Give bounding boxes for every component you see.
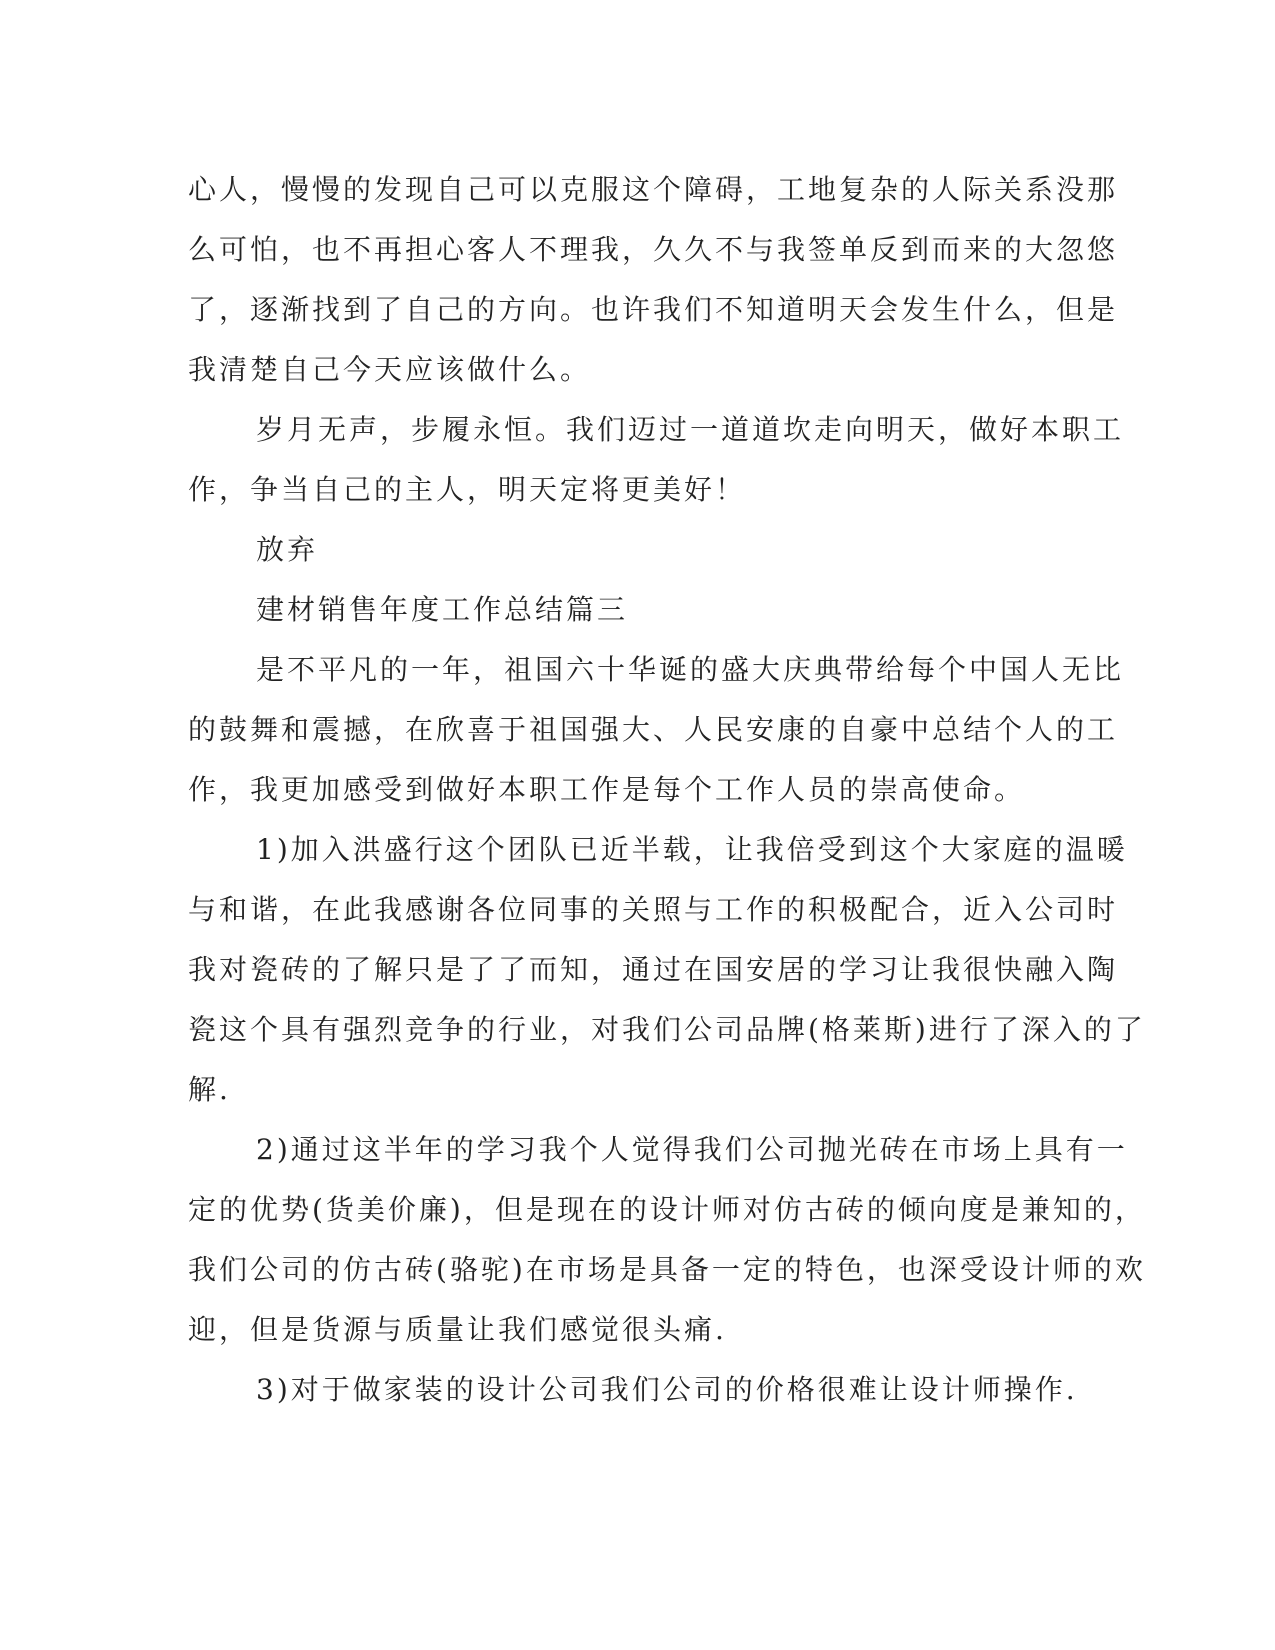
text-line: 定的优势(货美价廉)，但是现在的设计师对仿古砖的倾向度是兼知的， [188, 1193, 1146, 1226]
text-line: 迎，但是货源与质量让我们感觉很头痛. [188, 1313, 727, 1346]
text-line: 放弃 [256, 533, 319, 566]
text-line: 解. [188, 1073, 231, 1106]
text-line: 么可怕，也不再担心客人不理我，久久不与我签单反到而来的大忽悠 [188, 233, 1119, 266]
paragraph-1 [188, 160, 1119, 400]
numbered-item-2 [188, 1120, 1146, 1360]
text-line: 了，逐渐找到了自己的方向。也许我们不知道明天会发生什么，但是 [188, 293, 1119, 326]
numbered-item-1 [188, 820, 1146, 1120]
text-line: 岁月无声，步履永恒。我们迈过一道道坎走向明天，做好本职工 [256, 413, 1125, 446]
paragraph-3 [188, 520, 1058, 580]
text-line: 1)加入洪盛行这个团队已近半载，让我倍受到这个大家庭的温暖 [256, 833, 1128, 866]
paragraph-2 [188, 400, 1125, 520]
text-line: 我对瓷砖的了解只是了了而知，通过在国安居的学习让我很快融入陶 [188, 953, 1119, 986]
numbered-item-3 [188, 1360, 1078, 1420]
text-line: 我们公司的仿古砖(骆驼)在市场是具备一定的特色，也深受设计师的欢 [188, 1253, 1146, 1286]
text-line: 的鼓舞和震撼，在欣喜于祖国强大、人民安康的自豪中总结个人的工 [188, 713, 1119, 746]
text-line: 3)对于做家装的设计公司我们公司的价格很难让设计师操作. [256, 1373, 1078, 1406]
text-line: 瓷这个具有强烈竞争的行业，对我们公司品牌(格莱斯)进行了深入的了 [188, 1013, 1146, 1046]
text-line: 作，我更加感受到做好本职工作是每个工作人员的崇高使命。 [188, 773, 1026, 806]
document-body [188, 160, 1146, 1420]
paragraph-5 [188, 640, 1125, 820]
text-line: 是不平凡的一年，祖国六十华诞的盛大庆典带给每个中国人无比 [256, 653, 1125, 686]
text-line: 心人，慢慢的发现自己可以克服这个障碍，工地复杂的人际关系没那 [188, 173, 1119, 206]
text-line: 作，争当自己的主人，明天定将更美好！ [188, 473, 747, 506]
text-line: 2)通过这半年的学习我个人觉得我们公司抛光砖在市场上具有一 [256, 1133, 1128, 1166]
text-line: 我清楚自己今天应该做什么。 [188, 353, 592, 386]
text-line: 与和谐，在此我感谢各位同事的关照与工作的积极配合，近入公司时 [188, 893, 1119, 926]
section-heading [188, 580, 1058, 640]
section-heading-text: 建材销售年度工作总结篇三 [256, 593, 629, 626]
